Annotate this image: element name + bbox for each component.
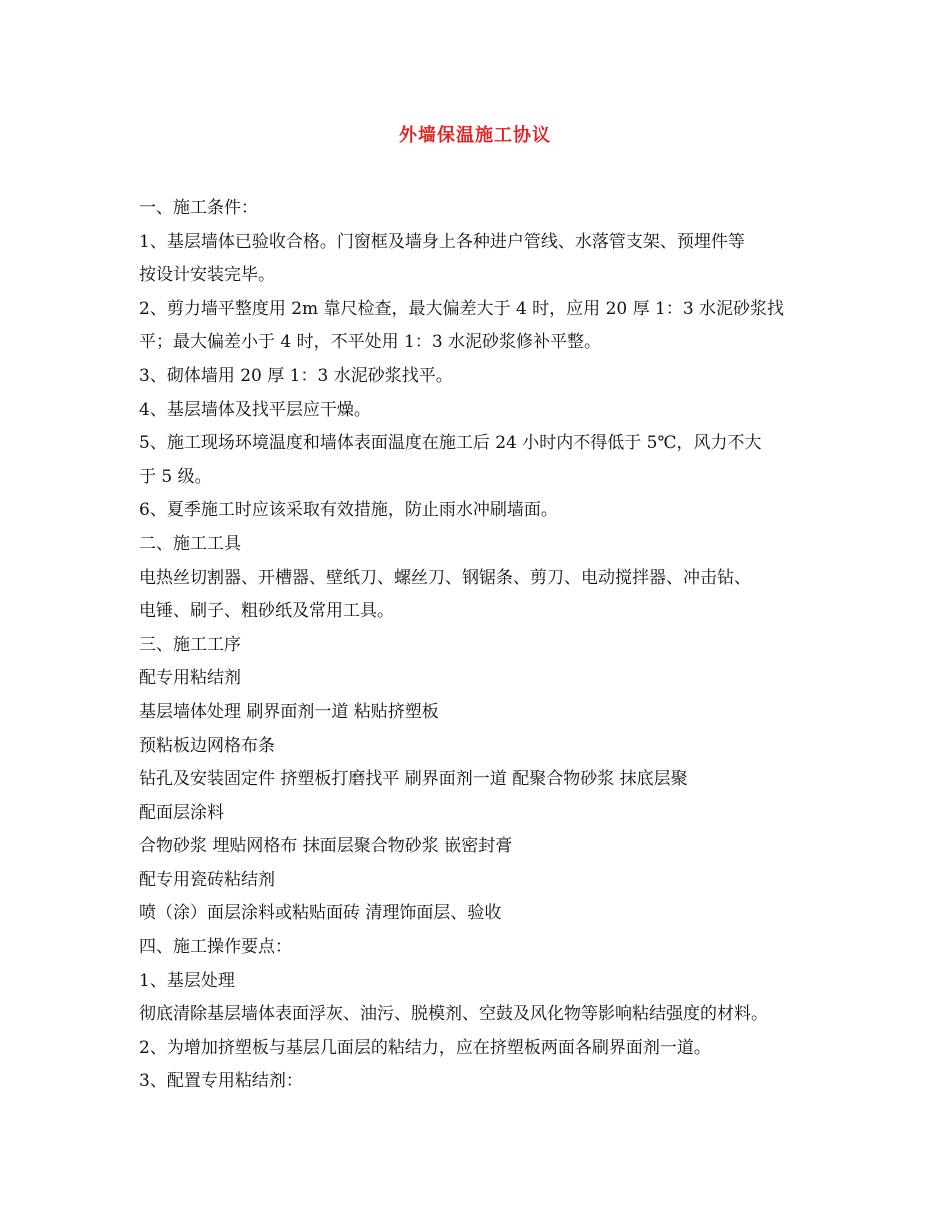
body-line: 合物砂浆 埋贴网格布 抹面层聚合物砂浆 嵌密封膏: [139, 836, 513, 857]
body-line: 预粘板边网格布条: [139, 735, 275, 756]
body-line: 6、夏季施工时应该采取有效措施，防止雨水冲刷墙面。: [139, 500, 558, 521]
body-line: 喷（涂）面层涂料或粘贴面砖 清理饰面层、验收: [139, 903, 502, 924]
body-line: 配专用粘结剂: [139, 668, 241, 689]
body-line: 于 5 级。: [139, 466, 212, 487]
section-heading: 三、施工工序: [139, 634, 241, 655]
body-line: 电热丝切割器、开槽器、壁纸刀、螺丝刀、钢锯条、剪刀、电动搅拌器、冲击钻、: [139, 567, 751, 588]
body-line: 1、基层处理: [139, 970, 235, 991]
body-line: 彻底清除基层墙体表面浮灰、油污、脱模剂、空鼓及风化物等影响粘结强度的材料。: [139, 1004, 768, 1025]
body-line: 一、施工条件：: [139, 198, 258, 218]
body-line: 配专用瓷砖粘结剂: [139, 869, 275, 890]
body-line: 配面层涂料: [139, 802, 224, 823]
body-line: 2、剪力墙平整度用 2m 靠尺检查，最大偏差大于 4 时，应用 20 厚 1：3 水泥砂浆找: [139, 298, 785, 319]
body-line: 按设计安装完毕。: [139, 265, 275, 286]
section-heading: 二、施工工具: [139, 533, 241, 554]
body-line: 2、为增加挤塑板与基层几面层的粘结力，应在挤塑板两面各刷界面剂一道。: [139, 1037, 711, 1058]
body-line: 电锤、刷子、粗砂纸及常用工具。: [139, 601, 394, 622]
section-heading: 四、施工操作要点：: [139, 937, 292, 958]
body-line: 5、施工现场环境温度和墙体表面温度在施工后 24 小时内不得低于 5℃，风力不大: [139, 433, 762, 454]
body-line: 4、基层墙体及找平层应干燥。: [139, 399, 371, 420]
body-line: 平；最大偏差小于 4 时，不平处用 1：3 水泥砂浆修补平整。: [139, 332, 602, 353]
body-line: 基层墙体处理 刷界面剂一道 粘贴挤塑板: [139, 701, 439, 722]
document-body: [139, 192, 829, 1099]
document-title: 外墙保温施工协议: [399, 125, 551, 146]
body-line: 3、配置专用粘结剂：: [139, 1071, 303, 1092]
body-line: 钻孔及安装固定件 挤塑板打磨找平 刷界面剂一道 配聚合物砂浆 抹底层聚: [139, 769, 688, 790]
body-line: 3、砌体墙用 20 厚 1：3 水泥砂浆找平。: [139, 365, 453, 386]
body-line: 1、基层墙体已验收合格。门窗框及墙身上各种进户管线、水落管支架、预埋件等: [139, 231, 745, 252]
